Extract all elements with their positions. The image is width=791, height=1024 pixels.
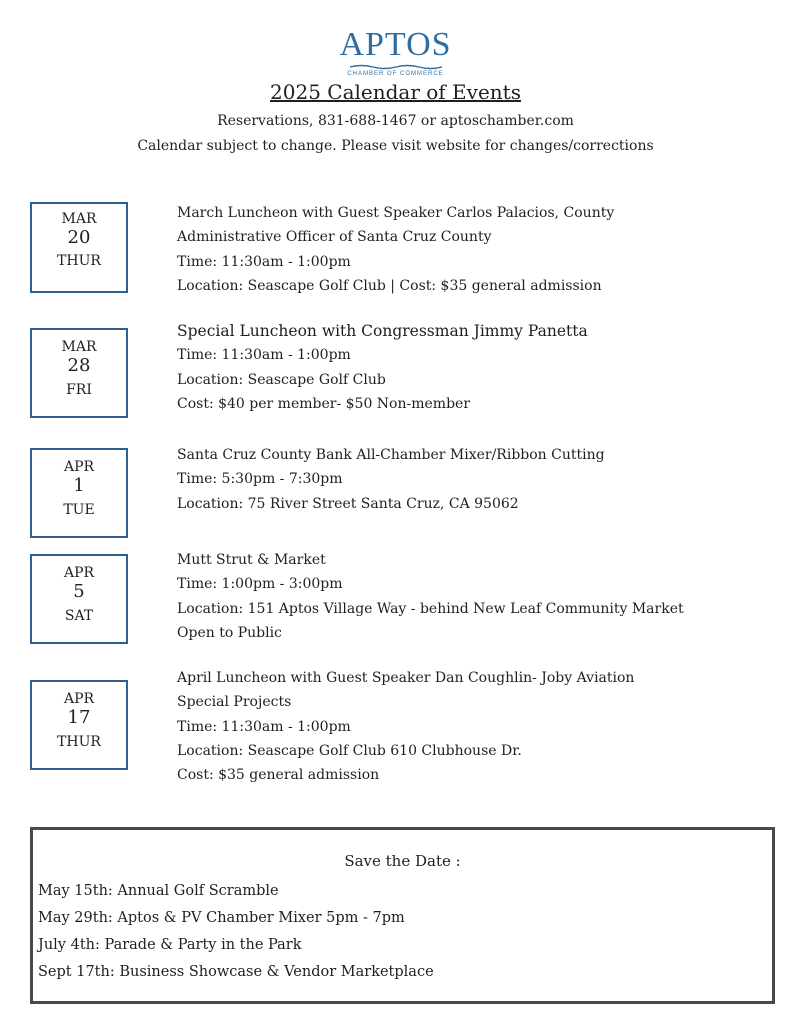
date-month: MAR bbox=[61, 211, 97, 227]
date-month: APR bbox=[63, 691, 95, 707]
event-details bbox=[177, 548, 777, 645]
save-the-date-title: Save the Date : bbox=[344, 852, 461, 870]
event-line: Location: Seascape Golf Club bbox=[177, 371, 386, 388]
event-line: Special Luncheon with Congressman Jimmy Panetta bbox=[177, 322, 588, 340]
disclaimer-text: Calendar subject to change. Please visit website for changes/corrections bbox=[137, 138, 654, 154]
event-line: Mutt Strut & Market bbox=[177, 552, 326, 568]
date-weekday: THUR bbox=[57, 734, 101, 750]
reservations-text: Reservations, 831-688-1467 or aptoschamber.com bbox=[217, 113, 574, 129]
event-line: Time: 11:30am - 1:00pm bbox=[177, 253, 351, 270]
event-line: Cost: $35 general admission bbox=[177, 767, 380, 784]
event-line: Administrative Officer of Santa Cruz County bbox=[177, 229, 492, 246]
date-month: MAR bbox=[61, 339, 97, 355]
event-line: Location: Seascape Golf Club 610 Clubhouse Dr. bbox=[177, 742, 522, 759]
wave-icon bbox=[350, 64, 442, 70]
event-details bbox=[177, 666, 777, 787]
date-box bbox=[30, 680, 128, 770]
event-line: Special Projects bbox=[177, 694, 292, 711]
date-weekday: TUE bbox=[63, 502, 95, 518]
event-line: Time: 5:30pm - 7:30pm bbox=[177, 471, 343, 488]
date-day: 17 bbox=[67, 707, 91, 728]
date-day: 20 bbox=[67, 227, 91, 248]
page-title: 2025 Calendar of Events bbox=[270, 80, 521, 104]
event-line: Santa Cruz County Bank All-Chamber Mixer/Ribbon Cutting bbox=[177, 447, 605, 463]
list-item: Sept 17th: Business Showcase & Vendor Marketplace bbox=[38, 964, 434, 980]
date-box bbox=[30, 328, 128, 418]
event-line: Open to Public bbox=[177, 624, 282, 641]
date-month: APR bbox=[63, 565, 95, 581]
event-line: April Luncheon with Guest Speaker Dan Coughlin- Joby Aviation bbox=[177, 670, 635, 686]
event-line: March Luncheon with Guest Speaker Carlos Palacios, County bbox=[177, 205, 615, 221]
date-weekday: SAT bbox=[64, 608, 94, 624]
list-item: July 4th: Parade & Party in the Park bbox=[38, 937, 302, 953]
date-weekday: THUR bbox=[57, 253, 101, 269]
event-line: Time: 11:30am - 1:00pm bbox=[177, 718, 351, 735]
list-item: May 29th: Aptos & PV Chamber Mixer 5pm - 7pm bbox=[38, 910, 405, 926]
chamber-logo bbox=[0, 28, 791, 77]
event-line: Time: 11:30am - 1:00pm bbox=[177, 347, 351, 364]
date-day: 5 bbox=[73, 581, 85, 602]
event-details bbox=[177, 201, 777, 298]
list-item: May 15th: Annual Golf Scramble bbox=[38, 883, 279, 899]
date-box bbox=[30, 448, 128, 538]
save-the-date-box bbox=[30, 827, 775, 1004]
date-box bbox=[30, 554, 128, 644]
event-line: Cost: $40 per member- $50 Non-member bbox=[177, 395, 471, 412]
event-line: Time: 1:00pm - 3:00pm bbox=[177, 576, 343, 593]
event-line: Location: Seascape Golf Club | Cost: $35 general admission bbox=[177, 277, 602, 294]
event-line: Location: 75 River Street Santa Cruz, CA 95062 bbox=[177, 495, 519, 512]
logo-name: APTOS bbox=[339, 26, 452, 63]
event-details bbox=[177, 443, 777, 516]
date-box bbox=[30, 202, 128, 293]
date-weekday: FRI bbox=[66, 382, 92, 398]
logo-subtitle: CHAMBER OF COMMERCE bbox=[347, 71, 444, 77]
save-the-date-list bbox=[38, 878, 434, 986]
date-month: APR bbox=[63, 459, 95, 475]
date-day: 28 bbox=[67, 355, 91, 376]
date-day: 1 bbox=[73, 475, 85, 496]
event-line: Location: 151 Aptos Village Way - behind New Leaf Community Market bbox=[177, 600, 684, 617]
event-details bbox=[177, 319, 777, 416]
